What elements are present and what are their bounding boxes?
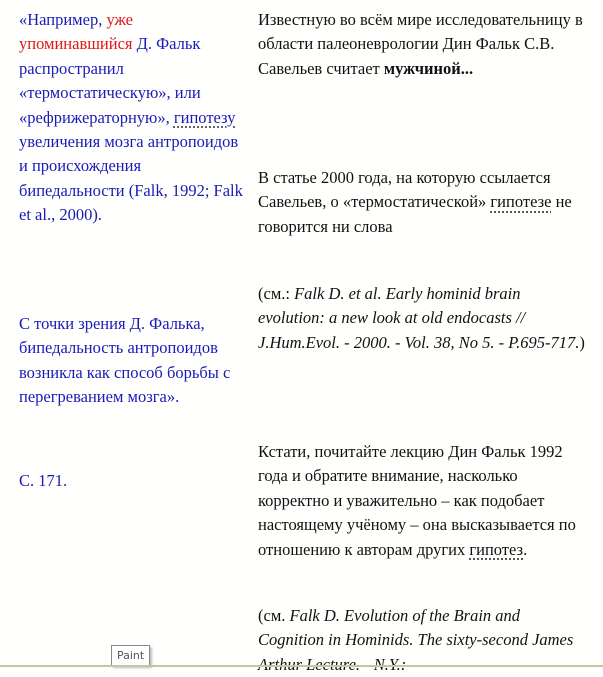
second-quote: С точки зрения Д. Фалька, бипедальность антропоидов возникла как способ борьбы с перегреванием мозга». [19,314,231,407]
savelyev-quote [19,8,244,228]
citation-suffix: ) [579,332,585,352]
paint-tooltip: Paint [111,645,150,666]
citation-title: Falk D. Evolution of the Brain and Cognition in Hominids. The sixty-second James [258,606,574,650]
quote-text-start: «Например, [19,10,107,29]
citation-prefix: (см. [258,606,290,625]
hypothesis-link[interactable]: гипотезу [173,107,236,127]
quote-text-middle: Д. Фальк распространил «термостатическую», или «рефрижераторную», [19,34,201,127]
quote-text-end: увеличения мозга антропоидов и происхождения бипедальности (Falk, 1992; Falk et al., 2000). [19,132,243,225]
paragraph-text: В статье 2000 года, на которую ссылается Савельев, о «термостатической» [258,168,551,212]
commentary-paragraph-3 [258,440,588,562]
paragraph-text-end: . [523,539,528,559]
paragraph-text: Кстати, почитайте лекцию Дин Фальк 1992 года и обратите внимание, насколько корректно и уважительно – как подобает настоящему учёному – она высказывается по отношению к авторам других [258,442,576,559]
highlighted-phrase: уже упоминавшийся [19,10,133,54]
citation-prefix: (см.: [258,284,295,303]
commentary-paragraph-1 [258,8,588,81]
paragraph-text-end: не говорится ни слова [258,192,572,236]
emphasized-word: мужчиной... [383,58,474,78]
hypotheses-link[interactable]: гипотез [469,539,524,559]
citation-title: Falk D. et al. Early hominid brain evolution: a new look at old endocasts // J.Hum.Evol. - 2000. - Vol. 38, No 5. - P.695-717. [258,284,580,352]
citation-1 [258,282,588,355]
hypothesis-link[interactable]: гипотезе [490,192,552,212]
commentary-paragraph-2 [258,166,588,239]
page-reference: С. 171. [19,471,68,490]
paragraph-text: Известную во всём мире исследовательницу в области палеоневрологии Дин Фальк С.В. Савельев считает [258,10,583,78]
